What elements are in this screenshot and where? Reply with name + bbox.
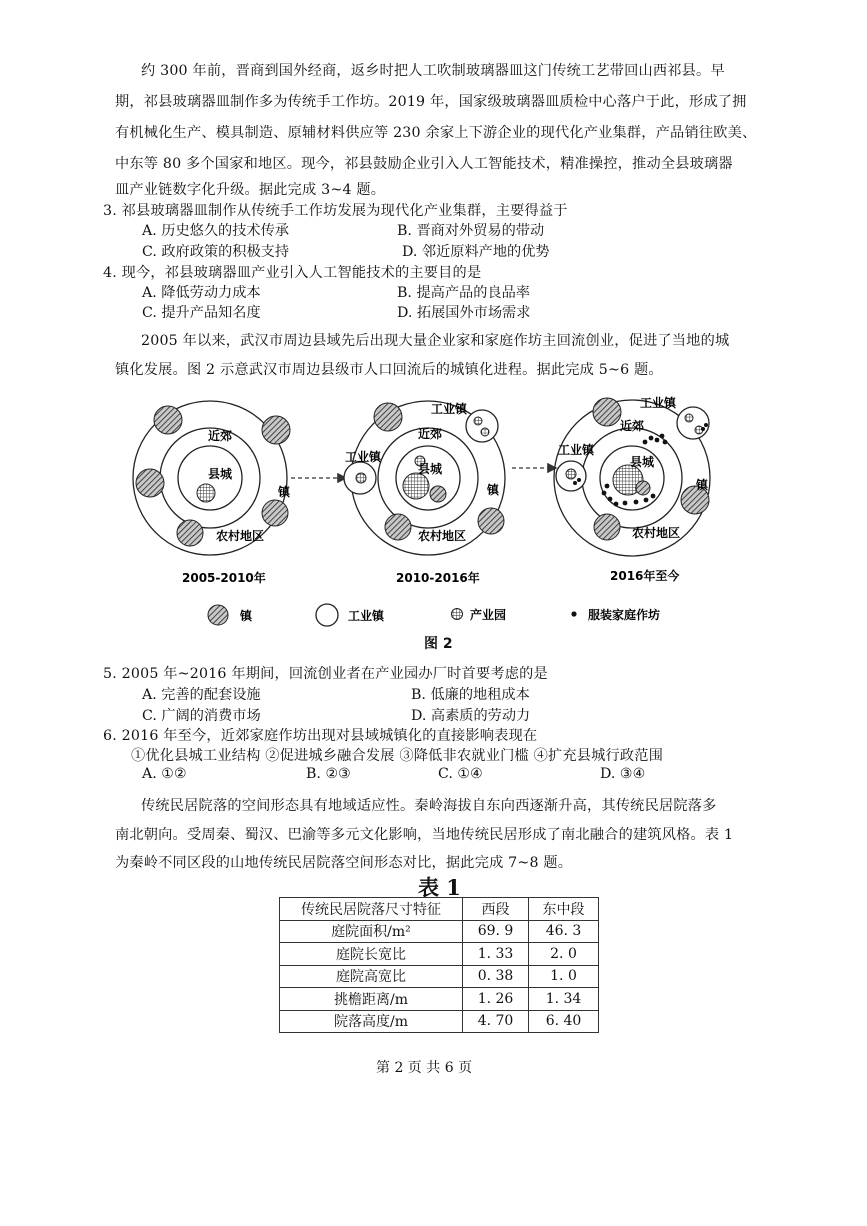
- legend-industrial-town-label: 工业镇: [348, 609, 385, 623]
- table-cell: 庭院面积/m²: [280, 920, 463, 943]
- stage-3-town-1: [593, 398, 621, 426]
- figure-legend: [208, 604, 660, 626]
- table-cell: 庭院高宽比: [280, 965, 463, 988]
- table-header-east-central: 东中段: [529, 898, 599, 921]
- question-6-items: ①优化县城工业结构 ②促进城乡融合发展 ③降低非农就业门槛 ④扩充县城行政范围: [131, 748, 664, 764]
- stage-2-industrial-town-label-2: 工业镇: [345, 450, 382, 464]
- passage1-line-3: 有机械化生产、模具制造、原辅材料供应等 230 余家上下游企业的现代化产业集群，产品销往欧美、: [115, 125, 757, 141]
- stage-3-suburb-label: 近郊: [620, 419, 645, 433]
- passage1-line-2: 期，祁县玻璃器皿制作多为传统手工作坊。2019 年，国家级玻璃器皿质检中心落户于此，形成了拥: [115, 94, 747, 110]
- page-footer: 第 2 页 共 6 页: [376, 1060, 473, 1076]
- table-row: [280, 988, 599, 1011]
- question-5-option-a: A. 完善的配套设施: [142, 687, 261, 703]
- stage-3-inner-town: [636, 481, 650, 495]
- legend-industrial-park-symbol: [452, 609, 463, 620]
- stage-2-county-label: 县城: [418, 462, 443, 476]
- passage3-line-2: 南北朝向。受周秦、蜀汉、巴渝等多元文化影响，当地传统民居形成了南北融合的建筑风格。表 1: [115, 827, 734, 843]
- stage-2-industrial-town-1: [466, 410, 498, 442]
- figure-2-caption: 图 2: [424, 636, 453, 652]
- legend-workshop-symbol: [571, 611, 576, 616]
- stage-1-diagram: [133, 401, 291, 585]
- passage1-line-1: 约 300 年前，晋商到国外经商，返乡时把人工吹制玻璃器皿这门传统工艺带回山西祁县。早: [141, 63, 725, 79]
- stage-1-caption: 2005-2010年: [182, 571, 266, 585]
- question-5-option-d: D. 高素质的劳动力: [411, 708, 531, 724]
- stage-1-town-2: [262, 416, 290, 444]
- question-3-option-d: D. 邻近原料产地的优势: [402, 244, 550, 260]
- question-4-option-c: C. 提升产品知名度: [142, 305, 261, 321]
- table-cell: 1. 26: [463, 988, 529, 1011]
- stage-2-industrial-town-label: 工业镇: [431, 402, 468, 416]
- stage-2-caption: 2010-2016年: [396, 571, 480, 585]
- stage-1-town-5: [177, 520, 203, 546]
- stage-3-town-3: [594, 514, 620, 540]
- stage-3-county-label: 县城: [630, 455, 655, 469]
- passage2-line-2: 镇化发展。图 2 示意武汉市周边县级市人口回流后的城镇化进程。据此完成 5~6 题。: [115, 362, 663, 378]
- table-cell: 庭院长宽比: [280, 943, 463, 966]
- question-3-option-b: B. 晋商对外贸易的带动: [397, 223, 545, 239]
- table-row: [280, 920, 599, 943]
- table-cell: 69. 9: [463, 920, 529, 943]
- question-5-stem: 5. 2005 年~2016 年期间，回流创业者在产业园办厂时首要考虑的是: [103, 666, 548, 682]
- legend-industrial-town-symbol: [316, 604, 338, 626]
- stage-3-industrial-town-label-2: 工业镇: [558, 443, 595, 457]
- table-header-feature: 传统民居院落尺寸特征: [280, 898, 463, 921]
- stage-3-industrial-town-1: [677, 407, 709, 439]
- stage-1-industrial-park: [197, 484, 215, 502]
- stage-2-town-1: [374, 403, 402, 431]
- table-cell: 1. 0: [529, 965, 599, 988]
- question-6-option-b: B. ②③: [306, 766, 351, 782]
- stage-2-suburb-label: 近郊: [418, 427, 443, 441]
- question-6-stem: 6. 2016 年至今，近郊家庭作坊出现对县域城镇化的直接影响表现在: [103, 728, 538, 744]
- stage-2-diagram: [344, 401, 505, 585]
- stage-2-suburb-ring: [378, 428, 478, 528]
- figure-2-diagram: [120, 388, 740, 633]
- table-header-row: [280, 898, 599, 921]
- stage-2-town-3: [385, 514, 411, 540]
- question-6-option-d: D. ③④: [600, 766, 646, 782]
- table-row: [280, 1010, 599, 1033]
- stage-1-town-3: [136, 469, 164, 497]
- table-cell: 2. 0: [529, 943, 599, 966]
- stage-1-suburb-label: 近郊: [208, 429, 233, 443]
- question-6-option-c: C. ①④: [438, 766, 483, 782]
- stage-3-rural-label: 农村地区: [632, 526, 681, 540]
- question-4-option-a: A. 降低劳动力成本: [142, 285, 261, 301]
- legend-workshop-label: 服装家庭作坊: [588, 608, 661, 622]
- table-cell: 0. 38: [463, 965, 529, 988]
- passage2-line-1: 2005 年以来，武汉市周边县域先后出现大量企业家和家庭作坊主回流创业，促进了当地的城: [141, 333, 730, 349]
- table-row: [280, 943, 599, 966]
- stage-3-diagram: [554, 395, 710, 583]
- question-5-option-c: C. 广阔的消费市场: [142, 708, 261, 724]
- stage-2-town-label: 镇: [487, 483, 500, 497]
- table-cell: 挑檐距离/m: [280, 988, 463, 1011]
- stage-2-industrial-park-main: [403, 473, 429, 499]
- question-4-stem: 4. 现今，祁县玻璃器皿产业引入人工智能技术的主要目的是: [103, 265, 482, 281]
- table-row: [280, 965, 599, 988]
- table-cell: 1. 34: [529, 988, 599, 1011]
- table-cell: 1. 33: [463, 943, 529, 966]
- stage-1-town-label: 镇: [278, 485, 291, 499]
- legend-industrial-park-label: 产业园: [470, 608, 507, 622]
- stage-2-rural-label: 农村地区: [418, 529, 467, 543]
- question-3-option-c: C. 政府政策的积极支持: [142, 244, 290, 260]
- table-cell: 4. 70: [463, 1010, 529, 1033]
- passage1-line-5: 皿产业链数字化升级。据此完成 3~4 题。: [115, 182, 386, 198]
- table-cell: 6. 40: [529, 1010, 599, 1033]
- stage-1-rural-label: 农村地区: [216, 529, 265, 543]
- legend-town-label: 镇: [240, 609, 253, 623]
- question-6-option-a: A. ①②: [142, 766, 187, 782]
- stage-3-caption: 2016年至今: [610, 569, 680, 583]
- stage-3-town-label: 镇: [696, 478, 709, 492]
- stage-2-inner-town: [430, 486, 446, 502]
- passage1-line-4: 中东等 80 多个国家和地区。现今，祁县鼓励企业引入人工智能技术，精准操控，推动全县玻璃器: [115, 156, 733, 172]
- legend-town-symbol: [208, 605, 228, 625]
- question-4-option-b: B. 提高产品的良品率: [397, 285, 530, 301]
- table-cell: 院落高度/m: [280, 1010, 463, 1033]
- question-4-option-d: D. 拓展国外市场需求: [397, 305, 531, 321]
- question-3-option-a: A. 历史悠久的技术传承: [142, 223, 289, 239]
- question-3-stem: 3. 祁县玻璃器皿制作从传统手工作坊发展为现代化产业集群，主要得益于: [103, 203, 568, 219]
- stage-1-county-label: 县城: [208, 467, 233, 481]
- passage3-line-1: 传统民居院落的空间形态具有地域适应性。秦岭海拔自东向西逐渐升高，其传统民居院落多: [141, 798, 717, 814]
- table-1-title: 表 1: [418, 875, 461, 900]
- table-cell: 46. 3: [529, 920, 599, 943]
- question-5-option-b: B. 低廉的地租成本: [411, 687, 530, 703]
- stage-1-town-1: [154, 406, 182, 434]
- stage-3-industrial-town-label: 工业镇: [640, 396, 677, 410]
- table-header-west: 西段: [463, 898, 529, 921]
- table-1: [279, 897, 599, 1033]
- passage3-line-3: 为秦岭不同区段的山地传统民居院落空间形态对比，据此完成 7~8 题。: [115, 855, 573, 871]
- stage-2-town-2: [478, 508, 504, 534]
- stage-1-town-4: [262, 500, 288, 526]
